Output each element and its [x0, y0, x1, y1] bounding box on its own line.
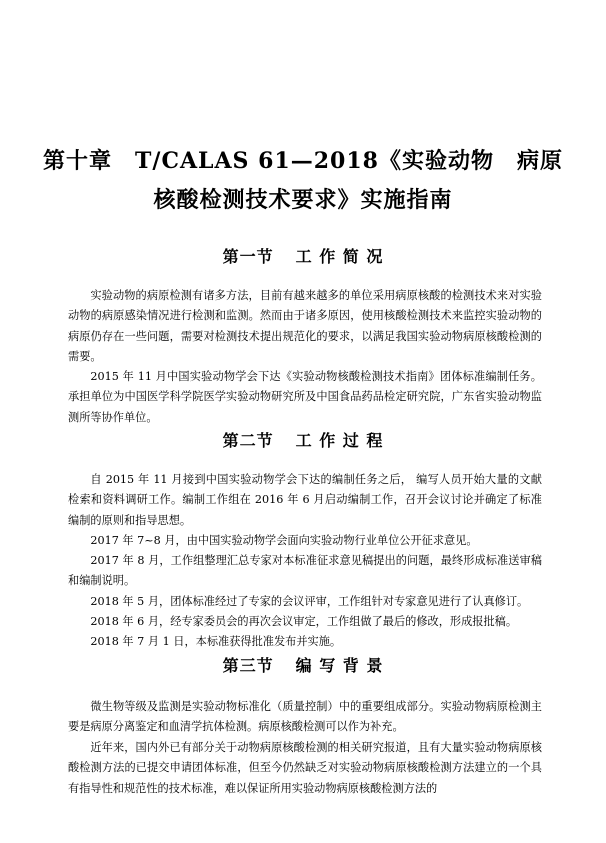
paragraph: 自 2015 年 11 月接到中国实验动物学会下达的编制任务之后， 编写人员开始大量的文献检索和资料调研工作。编制工作组在 2016 年 6 月启动编制工作，召开会议讨论并确定了标准编制的原则和指导思想。	[68, 473, 542, 527]
section-title: 工 作 简 况	[295, 247, 384, 266]
section-title: 工 作 过 程	[295, 431, 384, 450]
paragraph: 实验动物的病原检测有诸多方法，目前有越来越多的单位采用病原核酸的检测技术来对实验动物的病原感染情况进行检测和监测。然而由于诸多原因，使用核酸检测技术来监控实验动物的病原仍存在一些问题，需要对检测技术提出规范化的要求，以满足我国实验动物病原核酸检测的需要。	[68, 289, 542, 363]
paragraph: 2018 年 6 月，经专家委员会的再次会议审定，工作组做了最后的修改，形成报批稿。	[90, 615, 518, 628]
section-heading-2	[0, 430, 606, 452]
paragraph: 2015 年 11 月中国实验动物学会下达《实验动物核酸检测技术指南》团体标准编制任务。承担单位为中国医学科学院医学实验动物研究所及中国食品药品检定研究院，广东省实验动物监测所等协作单位。	[68, 370, 542, 424]
paragraph: 近年来，国内外已有部分关于动物病原核酸检测的相关研究报道，且有大量实验动物病原核酸检测方法的已提交申请团体标准，但至今仍然缺乏对实验动物病原核酸检测方法建立的一个具有指导性和规范性的技术标准，难以保证所用实验动物病原核酸检测方法的	[68, 741, 542, 795]
paragraph: 2018 年 5 月，团体标准经过了专家的会议评审，工作组针对专家意见进行了认真修订。	[90, 595, 529, 608]
chapter-title-line1: 第十章 T/CALAS 61—2018《实验动物 病原	[43, 148, 563, 174]
section-number: 第一节	[222, 247, 274, 266]
section-number: 第二节	[222, 431, 274, 450]
section-heading-3	[0, 655, 606, 677]
paragraph: 微生物等级及监测是实验动物标准化（质量控制）中的重要组成部分。实验动物病原检测主要是病原分离鉴定和血清学抗体检测。病原核酸检测可以作为补充。	[68, 700, 542, 734]
section-title: 编 写 背 景	[295, 656, 384, 675]
section-number: 第三节	[222, 656, 274, 675]
paragraph: 2018 年 7 月 1 日，本标准获得批准发布并实施。	[90, 635, 342, 648]
section-heading-1	[0, 246, 606, 268]
chapter-title-line2: 核酸检测技术要求》实施指南	[153, 187, 453, 213]
paragraph: 2017 年 8 月，工作组整理汇总专家对本标准征求意见稿提出的问题，最终形成标准送审稿和编制说明。	[68, 554, 542, 588]
paragraph: 2017 年 7~8 月，由中国实验动物学会面向实验动物行业单位公开征求意见。	[90, 534, 478, 547]
